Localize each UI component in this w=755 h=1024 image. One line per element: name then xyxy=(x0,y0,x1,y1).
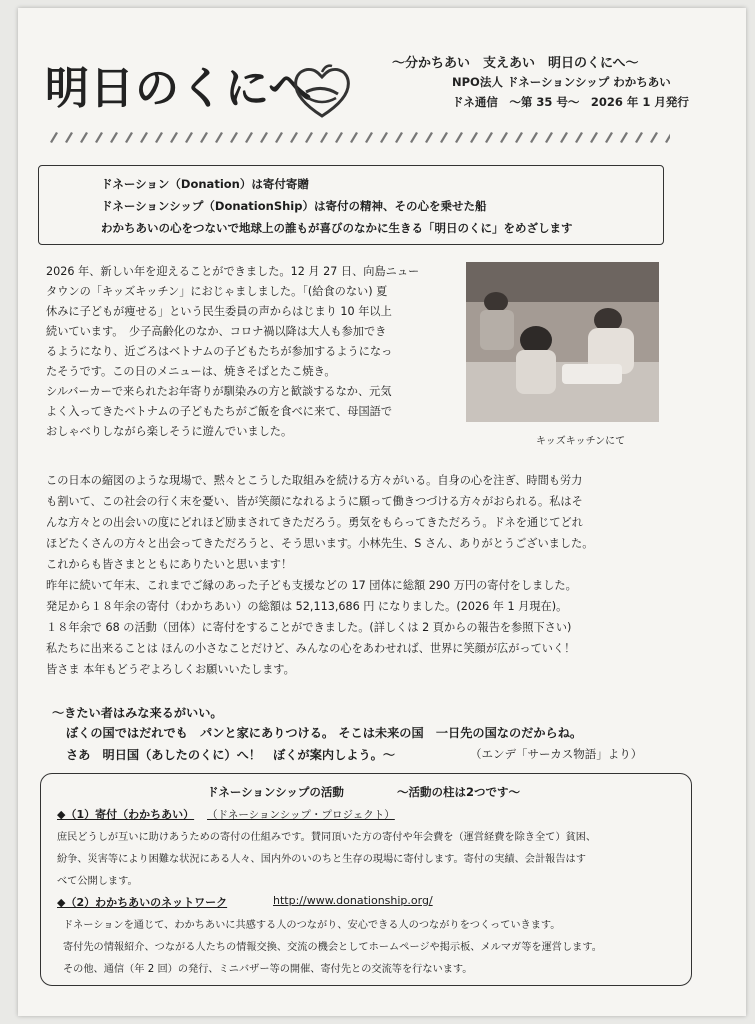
activity-1-line: 庶民どうしが互いに助けあうための寄付の仕組みです。賛同頂いた方の寄付や年会費を（運営経費を除き全て）貧困、 xyxy=(57,832,597,843)
text-line: 発足から１８年余の寄付（わかちあい）の総額は 52,113,686 円 になりました。(2026 年 1 月現在)。 xyxy=(46,600,568,613)
article-paragraph-1 xyxy=(46,262,419,442)
text-line: これからも皆さまとともにありたいと思います！ xyxy=(46,558,293,571)
text-line: たそうです。この日のメニューは、焼きそばとたこ焼き。 xyxy=(46,365,336,378)
activity-2-line: その他、通信（年 2 回）の発行、ミニバザー等の開催、寄付先との交流等を行ないます。 xyxy=(63,964,473,975)
mission-banner xyxy=(38,165,664,245)
decorative-divider xyxy=(40,128,670,146)
text-line: 休みに子どもが痩せる」という民生委員の声からはじまり 10 年以上 xyxy=(46,305,392,318)
heart-logo-icon xyxy=(292,64,352,120)
activity-1-line: 紛争、災害等により困難な状況にある人々、国内外のいのちと生存の現場に寄付します。寄付の実績、会計報告はす xyxy=(57,854,586,865)
text-line: 2026 年、新しい年を迎えることができました。12 月 27 日、向島ニュー xyxy=(46,265,420,278)
activities-box xyxy=(40,773,692,986)
activity-1-heading: ◆（1）寄付（わかちあい） xyxy=(57,808,195,821)
newsletter-title: 明日のくにへ xyxy=(45,63,314,114)
text-line: この日本の縮図のような現場で、黙々とこうした取組みを続ける方々がいる。自身の心を注ぎ、時間も労力 xyxy=(46,474,583,487)
header-tagline: ～分かちあい 支えあい 明日のくにへ～ xyxy=(392,56,639,71)
text-line: １８年余で 68 の活動（団体）に寄付をすることができました。(詳しくは 2 頁からの報告を参照下さい) xyxy=(46,621,572,634)
banner-line-1: ドネーション（Donation）は寄付寄贈 xyxy=(101,177,309,191)
activities-title: ドネーションシップの活動 xyxy=(207,785,344,799)
text-line: ほどたくさんの方々と出会ってきただろうと、そう思います。小林先生、S さん、ありがとうございました。 xyxy=(46,537,594,550)
activity-2-line: ドネーションを通じて、わかちあいに共感する人のつながり、安心できる人のつながりをつくっていきます。 xyxy=(63,920,561,931)
activity-1-subheading: （ドネーションシップ・プロジェクト） xyxy=(207,809,395,821)
text-line: タウンの「キッズキッチン」におじゃましました。「(給食のない) 夏 xyxy=(46,285,388,298)
quote-line-1: ～きたい者はみな来るがいい。 xyxy=(52,706,223,720)
quote-line-3: さあ 明日国（あしたのくに）へ！ ぼくが案内しよう。～ xyxy=(66,748,396,762)
quote-source: （エンデ「サーカス物語」より） xyxy=(470,747,643,761)
activities-subtitle: ～活動の柱は2つです～ xyxy=(397,785,521,799)
header-organization: NPO法人 ドネーションシップ わかちあい xyxy=(452,75,671,89)
text-line: よく入ってきたベトナムの子どもたちがご飯を食べに来て、母国語で xyxy=(46,405,393,418)
text-line: シルバーカーで来られたお年寄りが馴染みの方と歓談するなか、元気 xyxy=(46,385,392,398)
activity-2-line: 寄付先の情報紹介、つながる人たちの情報交換、交流の機会としてホームページや掲示板、メルマガ等を運営します。 xyxy=(63,942,602,953)
banner-line-3: わかちあいの心をつないで地球上の誰もが喜びのなかに生きる「明日のくに」をめざします xyxy=(101,221,573,235)
text-line: るようになり、近ごろはベトナムの子どもたちが参加するようになっ xyxy=(46,345,393,358)
text-line: 私たちに出来ることは ほんの小さなことだけど、みんなの心をあわせれば、世界に笑顔が広がっていく！ xyxy=(46,642,576,655)
text-line: 皆さま 本年もどうぞよろしくお願いいたします。 xyxy=(46,663,295,676)
text-line: んな方々との出会いの度にどれほど励まされてきただろう。勇気をもらってきただろう。ドネを通じてどれ xyxy=(46,516,583,529)
text-line: も割いて、この社会の行く末を憂い、皆が笑顔になれるように願って働きつづける方々がおられる。私はそ xyxy=(46,495,583,508)
activity-1-line: べて公開します。 xyxy=(57,876,138,887)
website-link[interactable]: http://www.donationship.org/ xyxy=(273,894,433,907)
photo-caption: キッズキッチンにて xyxy=(536,436,626,447)
banner-line-2: ドネーションシップ（DonationShip）は寄付の精神、その心を乗せた船 xyxy=(101,199,487,213)
header-issue: ドネ通信 ～第 35 号～ 2026 年 1 月発行 xyxy=(452,95,689,109)
article-paragraph-2 xyxy=(46,470,593,680)
quote-line-2: ぼくの国ではだれでも パンと家にありつける。 そこは未来の国 一日先の国なのだからね。 xyxy=(66,726,583,740)
text-line: おしゃべりしながら楽しそうに遊んでいました。 xyxy=(46,425,293,438)
text-line: 続いています。 少子高齢化のなか、コロナ禍以降は大人も参加でき xyxy=(46,325,387,338)
text-line: 昨年に続いて年末、これまでご縁のあった子ども支援などの 17 団体に総額 290 万円の寄付をしました。 xyxy=(46,579,577,592)
kids-kitchen-photo xyxy=(466,262,659,422)
activity-2-heading: ◆（2）わかちあいのネットワーク xyxy=(57,896,228,909)
